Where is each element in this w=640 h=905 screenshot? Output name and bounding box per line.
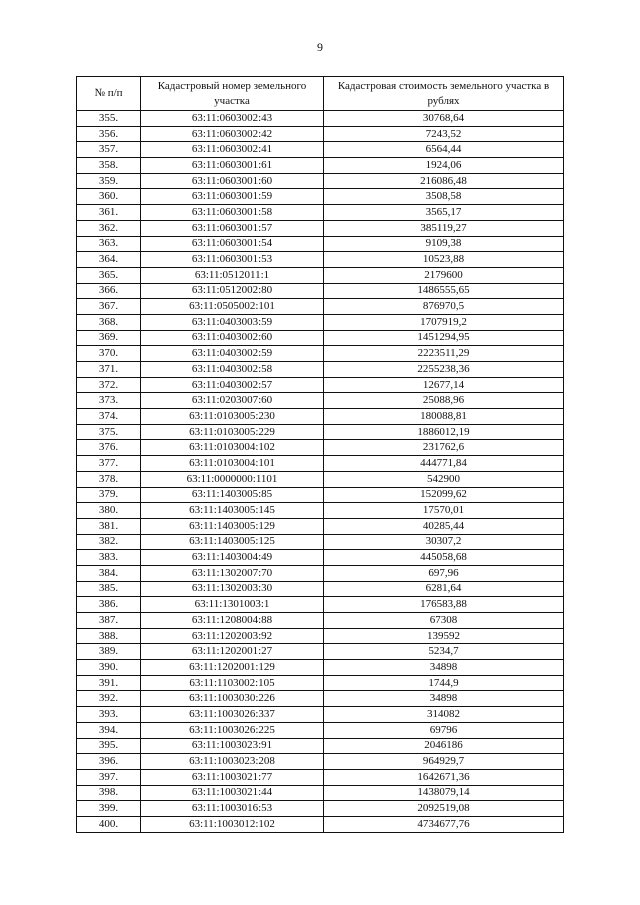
row-number-cell: 387. — [77, 613, 141, 629]
row-number-cell: 398. — [77, 785, 141, 801]
row-number-cell: 371. — [77, 362, 141, 378]
row-number-cell: 400. — [77, 816, 141, 832]
cadastral-value-cell: 2179600 — [324, 267, 564, 283]
cadastral-value-cell: 2092519,08 — [324, 801, 564, 817]
cadastral-number-cell: 63:11:0603002:42 — [141, 126, 324, 142]
cadastral-value-cell: 6564,44 — [324, 142, 564, 158]
table-row — [77, 126, 564, 142]
table-row — [77, 330, 564, 346]
column-header-number: № п/п — [77, 77, 141, 111]
row-number-cell: 388. — [77, 628, 141, 644]
cadastral-value-cell: 7243,52 — [324, 126, 564, 142]
cadastral-value-cell: 4734677,76 — [324, 816, 564, 832]
row-number-cell: 365. — [77, 267, 141, 283]
table-row — [77, 801, 564, 817]
cadastral-number-cell: 63:11:1003016:53 — [141, 801, 324, 817]
table-row — [77, 205, 564, 221]
cadastral-number-cell: 63:11:1403005:129 — [141, 518, 324, 534]
row-number-cell: 382. — [77, 534, 141, 550]
page-number: 9 — [317, 40, 323, 54]
cadastral-value-cell: 176583,88 — [324, 597, 564, 613]
cadastral-number-cell: 63:11:0103004:102 — [141, 440, 324, 456]
row-number-cell: 393. — [77, 707, 141, 723]
cadastral-number-cell: 63:11:0603001:57 — [141, 220, 324, 236]
table-row — [77, 283, 564, 299]
cadastral-number-cell: 63:11:0000000:1101 — [141, 471, 324, 487]
table-row — [77, 785, 564, 801]
cadastral-value-cell: 697,96 — [324, 565, 564, 581]
cadastral-number-cell: 63:11:1208004:88 — [141, 613, 324, 629]
row-number-cell: 392. — [77, 691, 141, 707]
table-row — [77, 769, 564, 785]
cadastral-value-cell: 1438079,14 — [324, 785, 564, 801]
row-number-cell: 374. — [77, 409, 141, 425]
table-row — [77, 518, 564, 534]
table-row — [77, 142, 564, 158]
cadastral-number-cell: 63:11:0512002:80 — [141, 283, 324, 299]
row-number-cell: 372. — [77, 377, 141, 393]
cadastral-number-cell: 63:11:1403005:85 — [141, 487, 324, 503]
cadastral-value-cell: 34898 — [324, 691, 564, 707]
table-row — [77, 377, 564, 393]
table-row — [77, 503, 564, 519]
table-row — [77, 644, 564, 660]
table-row — [77, 691, 564, 707]
table-row — [77, 597, 564, 613]
table-row — [77, 581, 564, 597]
cadastral-number-cell: 63:11:0603002:41 — [141, 142, 324, 158]
cadastral-number-cell: 63:11:0103005:229 — [141, 424, 324, 440]
cadastral-number-cell: 63:11:1403004:49 — [141, 550, 324, 566]
cadastral-value-cell: 152099,62 — [324, 487, 564, 503]
cadastral-number-cell: 63:11:1302003:30 — [141, 581, 324, 597]
row-number-cell: 358. — [77, 158, 141, 174]
row-number-cell: 399. — [77, 801, 141, 817]
cadastral-value-cell: 67308 — [324, 613, 564, 629]
cadastral-value-cell: 180088,81 — [324, 409, 564, 425]
cadastral-number-cell: 63:11:1003023:208 — [141, 754, 324, 770]
row-number-cell: 356. — [77, 126, 141, 142]
cadastral-number-cell: 63:11:0603001:61 — [141, 158, 324, 174]
row-number-cell: 370. — [77, 346, 141, 362]
row-number-cell: 395. — [77, 738, 141, 754]
row-number-cell: 361. — [77, 205, 141, 221]
table-row — [77, 440, 564, 456]
cadastral-value-cell: 1924,06 — [324, 158, 564, 174]
cadastral-number-cell: 63:11:1301003:1 — [141, 597, 324, 613]
table-row — [77, 738, 564, 754]
cadastral-value-cell: 12677,14 — [324, 377, 564, 393]
cadastral-value-cell: 30768,64 — [324, 111, 564, 127]
table-row — [77, 754, 564, 770]
cadastral-value-cell: 139592 — [324, 628, 564, 644]
cadastral-number-cell: 63:11:1003021:77 — [141, 769, 324, 785]
table-row — [77, 628, 564, 644]
cadastral-number-cell: 63:11:0403002:60 — [141, 330, 324, 346]
cadastral-number-cell: 63:11:0403002:57 — [141, 377, 324, 393]
cadastral-value-cell: 542900 — [324, 471, 564, 487]
table-row — [77, 565, 564, 581]
row-number-cell: 378. — [77, 471, 141, 487]
row-number-cell: 355. — [77, 111, 141, 127]
cadastral-value-cell: 30307,2 — [324, 534, 564, 550]
cadastral-value-table — [76, 76, 564, 833]
cadastral-value-cell: 444771,84 — [324, 456, 564, 472]
cadastral-value-cell: 34898 — [324, 660, 564, 676]
cadastral-number-cell: 63:11:0403002:58 — [141, 362, 324, 378]
cadastral-number-cell: 63:11:0203007:60 — [141, 393, 324, 409]
cadastral-value-cell: 3565,17 — [324, 205, 564, 221]
row-number-cell: 397. — [77, 769, 141, 785]
cadastral-number-cell: 63:11:0603001:58 — [141, 205, 324, 221]
table-body — [77, 111, 564, 833]
cadastral-number-cell: 63:11:1003023:91 — [141, 738, 324, 754]
row-number-cell: 360. — [77, 189, 141, 205]
cadastral-number-cell: 63:11:0603001:60 — [141, 173, 324, 189]
table-row — [77, 660, 564, 676]
row-number-cell: 364. — [77, 252, 141, 268]
row-number-cell: 366. — [77, 283, 141, 299]
table-row — [77, 707, 564, 723]
table-row — [77, 816, 564, 832]
row-number-cell: 373. — [77, 393, 141, 409]
row-number-cell: 367. — [77, 299, 141, 315]
row-number-cell: 389. — [77, 644, 141, 660]
table-row — [77, 487, 564, 503]
table-row — [77, 236, 564, 252]
table-header-row — [77, 77, 564, 111]
cadastral-value-cell: 1744,9 — [324, 675, 564, 691]
cadastral-value-cell: 25088,96 — [324, 393, 564, 409]
row-number-cell: 385. — [77, 581, 141, 597]
table-row — [77, 456, 564, 472]
table-row — [77, 346, 564, 362]
cadastral-value-cell: 5234,7 — [324, 644, 564, 660]
table-row — [77, 393, 564, 409]
cadastral-number-cell: 63:11:0505002:101 — [141, 299, 324, 315]
table-row — [77, 267, 564, 283]
cadastral-value-cell: 40285,44 — [324, 518, 564, 534]
cadastral-value-cell: 1642671,36 — [324, 769, 564, 785]
cadastral-number-cell: 63:11:1403005:125 — [141, 534, 324, 550]
table-row — [77, 173, 564, 189]
table-row — [77, 613, 564, 629]
cadastral-number-cell: 63:11:1202001:129 — [141, 660, 324, 676]
cadastral-value-cell: 1451294,95 — [324, 330, 564, 346]
cadastral-value-cell: 2223511,29 — [324, 346, 564, 362]
cadastral-value-cell: 2255238,36 — [324, 362, 564, 378]
row-number-cell: 380. — [77, 503, 141, 519]
row-number-cell: 383. — [77, 550, 141, 566]
cadastral-value-cell: 1486555,65 — [324, 283, 564, 299]
cadastral-number-cell: 63:11:0103004:101 — [141, 456, 324, 472]
cadastral-number-cell: 63:11:1202001:27 — [141, 644, 324, 660]
cadastral-value-cell: 17570,01 — [324, 503, 564, 519]
column-header-cadastral-value: Кадастровая стоимость земельного участка в рублях — [324, 77, 564, 111]
row-number-cell: 369. — [77, 330, 141, 346]
table-row — [77, 409, 564, 425]
cadastral-value-cell: 964929,7 — [324, 754, 564, 770]
row-number-cell: 379. — [77, 487, 141, 503]
cadastral-number-cell: 63:11:0403003:59 — [141, 314, 324, 330]
cadastral-number-cell: 63:11:1103002:105 — [141, 675, 324, 691]
cadastral-number-cell: 63:11:0103005:230 — [141, 409, 324, 425]
cadastral-value-cell: 445058,68 — [324, 550, 564, 566]
cadastral-number-cell: 63:11:1403005:145 — [141, 503, 324, 519]
table-row — [77, 471, 564, 487]
cadastral-value-cell: 314082 — [324, 707, 564, 723]
cadastral-number-cell: 63:11:1003026:337 — [141, 707, 324, 723]
cadastral-number-cell: 63:11:0603002:43 — [141, 111, 324, 127]
table-row — [77, 424, 564, 440]
cadastral-number-cell: 63:11:1302007:70 — [141, 565, 324, 581]
cadastral-number-cell: 63:11:0403002:59 — [141, 346, 324, 362]
row-number-cell: 394. — [77, 722, 141, 738]
table-row — [77, 314, 564, 330]
table-row — [77, 534, 564, 550]
cadastral-value-cell: 385119,27 — [324, 220, 564, 236]
row-number-cell: 391. — [77, 675, 141, 691]
cadastral-value-cell: 1886012,19 — [324, 424, 564, 440]
cadastral-number-cell: 63:11:0603001:59 — [141, 189, 324, 205]
row-number-cell: 357. — [77, 142, 141, 158]
table-row — [77, 252, 564, 268]
row-number-cell: 390. — [77, 660, 141, 676]
row-number-cell: 362. — [77, 220, 141, 236]
cadastral-value-cell: 6281,64 — [324, 581, 564, 597]
cadastral-value-cell: 2046186 — [324, 738, 564, 754]
cadastral-number-cell: 63:11:0603001:53 — [141, 252, 324, 268]
cadastral-value-cell: 231762,6 — [324, 440, 564, 456]
cadastral-value-cell: 3508,58 — [324, 189, 564, 205]
table-header — [77, 77, 564, 111]
cadastral-number-cell: 63:11:1003012:102 — [141, 816, 324, 832]
cadastral-number-cell: 63:11:1202003:92 — [141, 628, 324, 644]
row-number-cell: 376. — [77, 440, 141, 456]
table-row — [77, 722, 564, 738]
row-number-cell: 381. — [77, 518, 141, 534]
cadastral-number-cell: 63:11:0512011:1 — [141, 267, 324, 283]
cadastral-number-cell: 63:11:0603001:54 — [141, 236, 324, 252]
table-row — [77, 220, 564, 236]
cadastral-value-cell: 69796 — [324, 722, 564, 738]
row-number-cell: 384. — [77, 565, 141, 581]
cadastral-number-cell: 63:11:1003021:44 — [141, 785, 324, 801]
row-number-cell: 359. — [77, 173, 141, 189]
table-row — [77, 550, 564, 566]
cadastral-value-cell: 216086,48 — [324, 173, 564, 189]
cadastral-number-cell: 63:11:1003030:226 — [141, 691, 324, 707]
row-number-cell: 368. — [77, 314, 141, 330]
cadastral-value-cell: 876970,5 — [324, 299, 564, 315]
cadastral-value-cell: 1707919,2 — [324, 314, 564, 330]
table-row — [77, 189, 564, 205]
row-number-cell: 377. — [77, 456, 141, 472]
row-number-cell: 396. — [77, 754, 141, 770]
table-row — [77, 362, 564, 378]
row-number-cell: 386. — [77, 597, 141, 613]
table-row — [77, 111, 564, 127]
row-number-cell: 375. — [77, 424, 141, 440]
column-header-cadastral-number: Кадастровый номер земельного участка — [141, 77, 324, 111]
cadastral-value-cell: 9109,38 — [324, 236, 564, 252]
row-number-cell: 363. — [77, 236, 141, 252]
table-row — [77, 158, 564, 174]
cadastral-number-cell: 63:11:1003026:225 — [141, 722, 324, 738]
cadastral-value-cell: 10523,88 — [324, 252, 564, 268]
table-row — [77, 299, 564, 315]
table-row — [77, 675, 564, 691]
